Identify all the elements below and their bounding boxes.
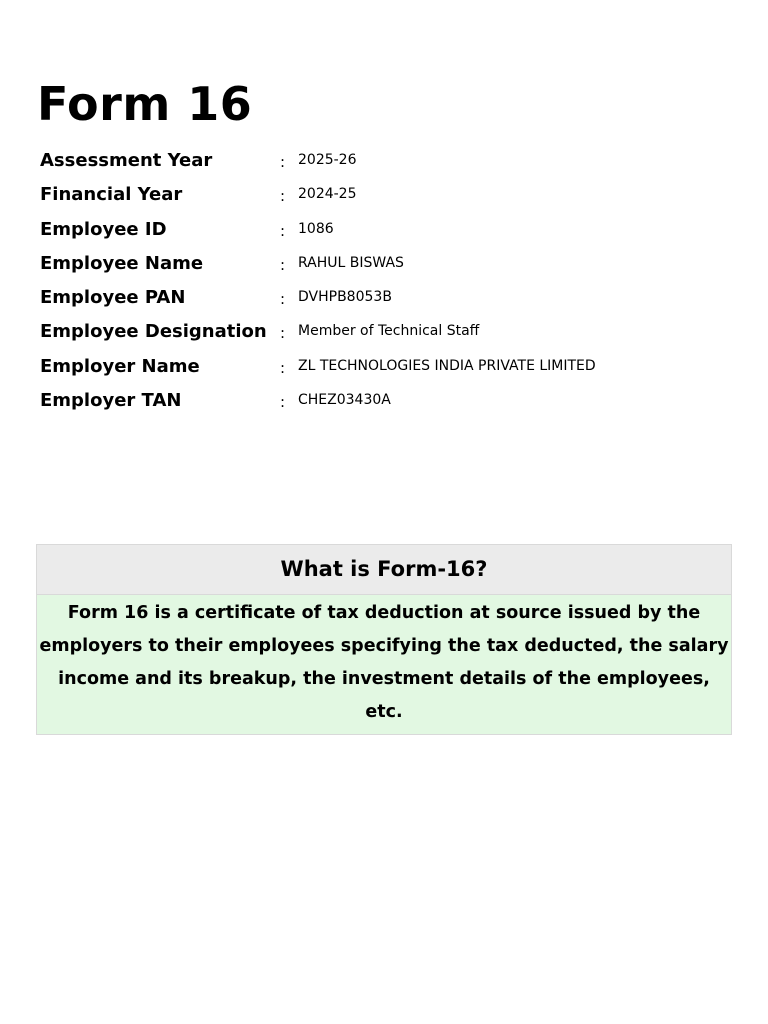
page-title: Form 16 [37,77,253,131]
detail-separator: : [280,221,286,240]
detail-value: Member of Technical Staff [298,323,480,340]
detail-label: Employer Name [40,355,200,377]
detail-row-employee-id [40,213,730,247]
detail-label: Employer TAN [40,390,182,412]
detail-value: CHEZ03430A [298,392,391,409]
detail-value: ZL TECHNOLOGIES INDIA PRIVATE LIMITED [298,357,596,374]
detail-row-employee-pan [40,281,730,315]
detail-label: Employee Designation [40,321,267,343]
detail-value: DVHPB8053B [298,289,392,306]
detail-label: Employee ID [40,218,167,240]
detail-label: Employee Name [40,252,204,274]
detail-value: RAHUL BISWAS [298,254,404,271]
detail-label: Financial Year [40,184,183,206]
detail-value: 2025-26 [298,152,357,168]
detail-row-employee-name [40,247,730,281]
detail-row-employer-tan [40,384,730,418]
info-description: Form 16 is a certificate of tax deduction at source issued by the employers to their employees specifying the tax deducted, the salary income and its breakup, the investment details of the employees, etc. [37,595,731,734]
detail-row-financial-year [40,178,730,212]
detail-label: Employee PAN [40,287,186,309]
employee-details [40,144,730,418]
detail-separator: : [280,324,286,343]
detail-label: Assessment Year [40,150,213,171]
detail-separator: : [280,358,286,377]
detail-row-assessment-year [40,144,730,178]
detail-separator: : [280,187,286,206]
detail-separator: : [280,255,286,274]
info-heading: What is Form-16? [37,545,731,595]
detail-value: 1086 [298,220,334,237]
detail-separator: : [280,290,286,309]
detail-row-employer-name [40,350,730,384]
detail-value: 2024-25 [298,186,357,203]
form16-info-box [36,544,732,735]
detail-row-employee-designation [40,315,730,349]
detail-separator: : [280,393,286,412]
detail-separator: : [280,153,286,171]
